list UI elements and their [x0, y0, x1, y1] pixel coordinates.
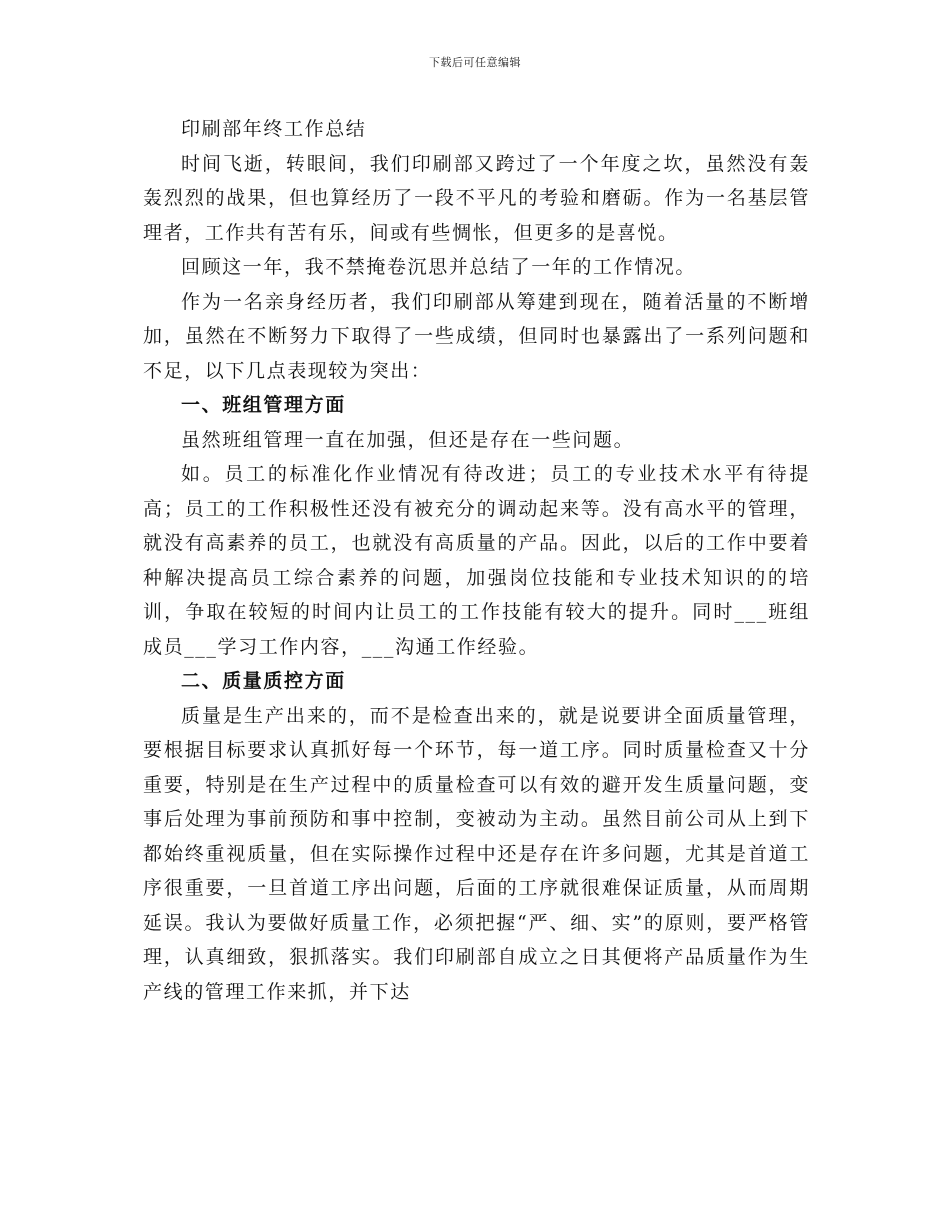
paragraph-intro: 时间飞逝，转眼间，我们印刷部又跨过了一个年度之坎，虽然没有轰轰烈烈的战果，但也算经历了一段不平凡的考验和磨砺。作为一名基层管理者，工作共有苦有乐，间或有些惆怅，但更多的是喜悦。: [143, 152, 810, 244]
document-title: 印刷部年终工作总结: [181, 118, 367, 140]
paragraph-quality-detail: 质量是生产出来的，而不是检查出来的，就是说要讲全面质量管理，要根据目标要求认真抓好每一个环节，每一道工序。同时质量检查又十分重要，特别是在生产过程中的质量检查可以有效的避开发生质量问题，变事后处理为事前预防和事中控制，变被动为主动。虽然目前公司从上到下都始终重视质量，但在实际操作过程中还是存在许多问题，尤其是首道工序很重要，一旦首道工序出问题，后面的工序就很难保证质量，从而周期延误。我认为要做好质量工作，必须把握“严、细、实”的原则，要严格管理，认真细致，狠抓落实。我们印刷部自成立之日其便将产品质量作为生产线的管理工作来抓，并下达: [143, 704, 810, 1003]
section-heading-quality-control: 二、质量质控方面: [181, 670, 346, 692]
paragraph-review: 回顾这一年，我不禁掩卷沉思并总结了一年的工作情况。: [181, 256, 697, 278]
paragraph-team-detail: 如。员工的标准化作业情况有待改进；员工的专业技术水平有待提高；员工的工作积极性还没有被充分的调动起来等。没有高水平的管理，就没有高素养的员工，也就没有高质量的产品。因此，以后的工作中要着种解决提高员工综合素养的问题，加强岗位技能和专业技术知识的的培训，争取在较短的时间内让员工的工作技能有较大的提升。同时___班组成员___学习工作内容，___沟通工作经验。: [143, 463, 810, 658]
paragraph-team-intro: 虽然班组管理一直在加强，但还是存在一些问题。: [181, 428, 635, 451]
section-heading-team-management: 一、班组管理方面: [181, 394, 346, 416]
paragraph-issues: 作为一名亲身经历者，我们印刷部从筹建到现在，随着活量的不断增加，虽然在不断努力下取得了一些成绩，但同时也暴露出了一系列问题和不足，以下几点表现较为突出：: [143, 290, 810, 382]
document-body: [143, 112, 810, 1009]
header-note: 下载后可任意编辑: [429, 56, 521, 69]
